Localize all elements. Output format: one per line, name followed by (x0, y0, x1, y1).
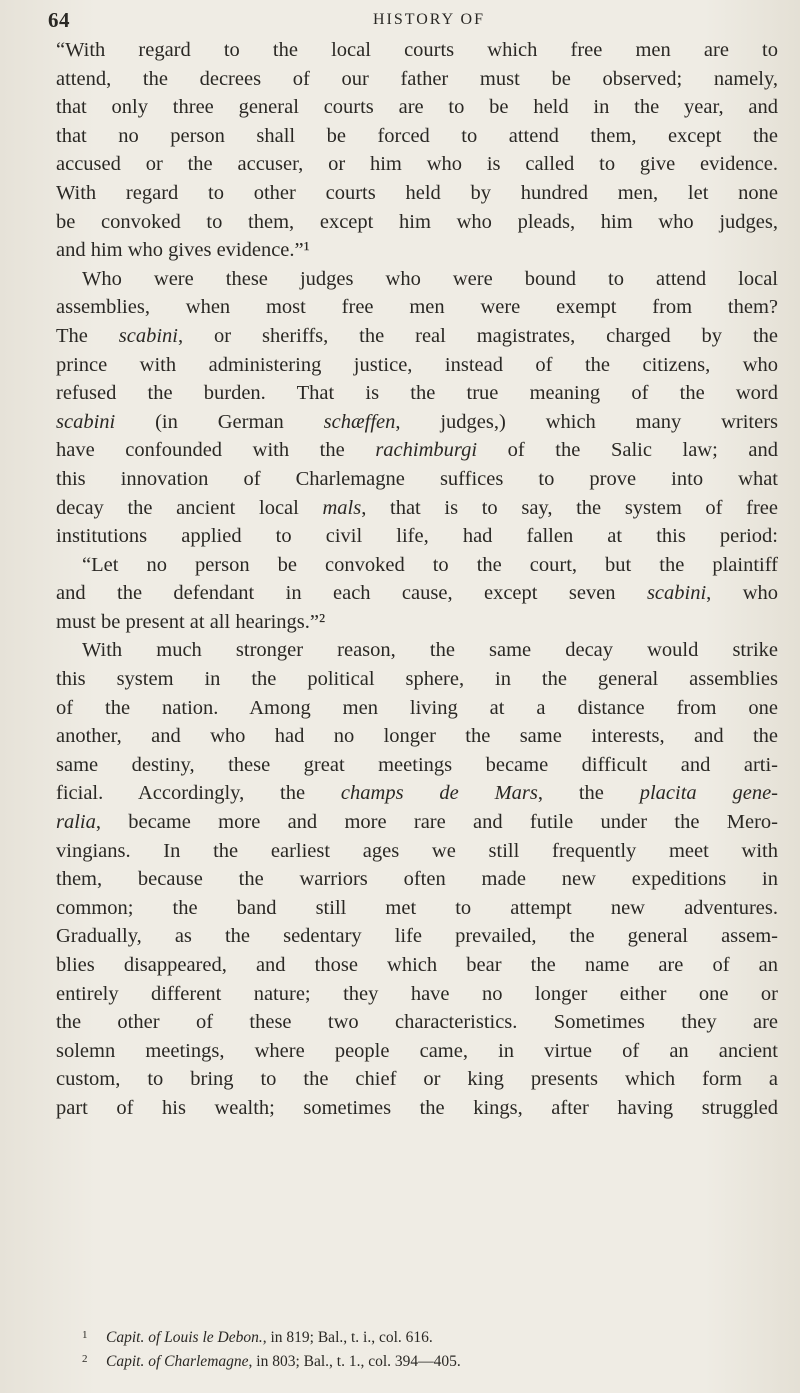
footnote-mark: 2 (82, 1353, 88, 1365)
text-line: assemblies, when most free men were exempt from them? (56, 296, 778, 319)
text-line: must be present at all hearings.”² (56, 610, 326, 633)
text-line: “Let no person be convoked to the court, but the plaintiff (82, 553, 778, 576)
text-line: custom, to bring to the chief or king presents which form a (56, 1068, 778, 1091)
text-line: solemn meetings, where people came, in virtue of an ancient (56, 1039, 778, 1062)
text-line: entirely different nature; they have no longer either one or (56, 982, 778, 1005)
text-line: Gradually, as the sedentary life prevailed, the general assem- (56, 925, 778, 948)
text-line: The scabini, or sheriffs, the real magistrates, charged by the (56, 324, 778, 347)
text-line: them, because the warriors often made new expeditions in (56, 868, 778, 891)
text-line: accused or the accuser, or him who is called to give evidence. (56, 153, 778, 176)
text-line: ralia, became more and more rare and futile under the Mero- (56, 811, 778, 834)
footnotes (82, 1323, 772, 1371)
page-header (48, 8, 780, 34)
text-line: have confounded with the rachimburgi of the Salic law; and (56, 439, 778, 462)
text-line: another, and who had no longer the same interests, and the (56, 725, 778, 748)
text-line: refused the burden. That is the true meaning of the word (56, 382, 778, 405)
text-line: the other of these two characteristics. Sometimes they are (56, 1011, 778, 1034)
text-line: be convoked to them, except him who pleads, him who judges, (56, 210, 778, 233)
text-line: “With regard to the local courts which free men are to (56, 39, 778, 61)
text-line: this system in the political sphere, in the general assemblies (56, 668, 778, 691)
footnote-text: Capit. of Charlemagne, in 803; Bal., t. 1., col. 394—405. (106, 1353, 461, 1370)
text-line: decay the ancient local mals, that is to say, the system of free (56, 496, 778, 519)
text-line: blies disappeared, and those which bear the name are of an (56, 954, 778, 976)
text-line: that only three general courts are to be held in the year, and (56, 96, 778, 119)
text-line: scabini (in German schæffen, judges,) which many writers (56, 410, 778, 433)
text-line: ficial. Accordingly, the champs de Mars, the placita gene- (56, 782, 778, 805)
running-title: HISTORY OF (372, 11, 486, 28)
text-line: same destiny, these great meetings became difficult and arti- (56, 753, 778, 776)
text-line: that no person shall be forced to attend them, except the (56, 124, 778, 147)
text-line: and the defendant in each cause, except seven scabini, who (56, 582, 778, 605)
footnote-text: Capit. of Louis le Debon., in 819; Bal., t. i., col. 616. (106, 1329, 433, 1346)
text-line: part of his wealth; sometimes the kings, after having struggled (56, 1096, 778, 1119)
footnote-mark: 1 (82, 1329, 88, 1341)
text-line: With much stronger reason, the same decay would strike (82, 639, 778, 662)
text-line: With regard to other courts held by hundred men, let none (56, 181, 778, 204)
text-line: common; the band still met to attempt new adventures. (56, 896, 778, 919)
text-line: attend, the decrees of our father must be observed; namely, (56, 67, 778, 90)
text-line: and him who gives evidence.”¹ (56, 239, 310, 262)
body-text (56, 36, 778, 1123)
text-line: this innovation of Charlemagne suffices to prove into what (56, 467, 778, 490)
text-line: vingians. In the earliest ages we still frequently meet with (56, 839, 778, 862)
text-line: institutions applied to civil life, had fallen at this period: (56, 525, 778, 548)
footnote (82, 1347, 772, 1371)
footnote (82, 1323, 772, 1347)
text-line: Who were these judges who were bound to attend local (82, 267, 778, 290)
page-number: 64 (48, 8, 70, 32)
text-line: prince with administering justice, instead of the citizens, who (56, 353, 778, 376)
text-line: of the nation. Among men living at a distance from one (56, 696, 778, 719)
